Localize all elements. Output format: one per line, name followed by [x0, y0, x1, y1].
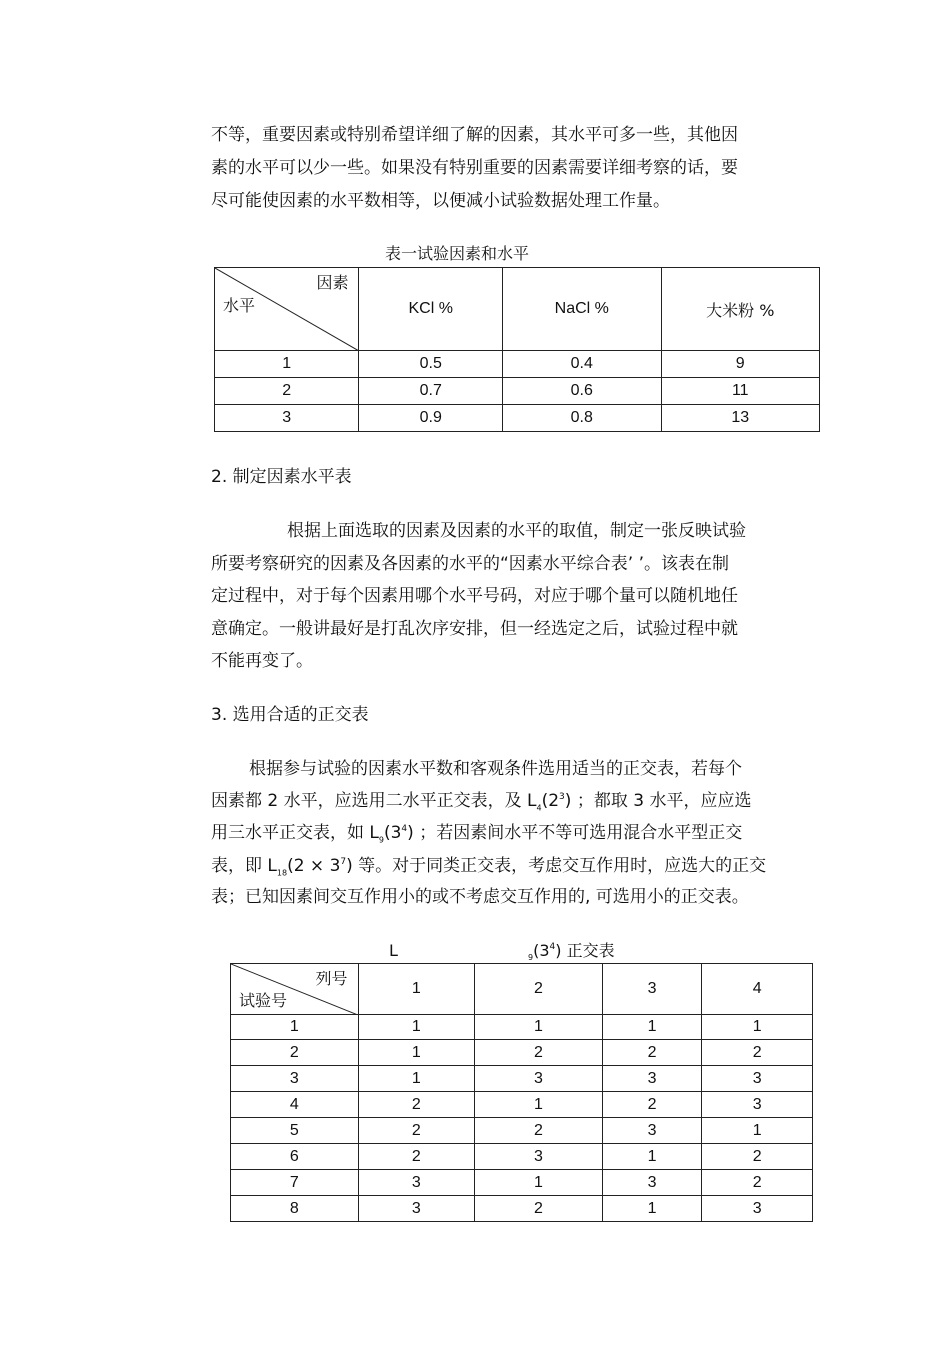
table-cell: 5: [231, 1118, 359, 1144]
table2-corner-cell: [231, 964, 359, 1015]
table-row: [215, 378, 820, 405]
table-cell: 3: [702, 1066, 813, 1092]
paragraph-line: 素的水平可以少一些。如果没有特别重要的因素需要详细考察的话，要: [211, 158, 738, 178]
table-cell: 2: [602, 1040, 702, 1066]
paragraph-line: 定过程中，对于每个因素用哪个水平号码，对应于哪个量可以随机地任: [211, 586, 738, 606]
factor-level-table: [214, 267, 820, 432]
table-row: [231, 1092, 813, 1118]
table-cell: 1: [215, 351, 359, 378]
table-cell: 2: [475, 1040, 603, 1066]
table-row: [231, 1066, 813, 1092]
table-row: [231, 1040, 813, 1066]
table-cell: 1: [358, 1015, 475, 1040]
table1-header: 大米粉 %: [661, 268, 819, 351]
table-cell: 3: [358, 1196, 475, 1222]
table-cell: 0.7: [359, 378, 503, 405]
paragraph-line: 用三水平正交表，如 $L_9(3^4)$ ；若因素间水平不等可选用混合水平型正交: [211, 823, 743, 845]
paragraph-line: 意确定。一般讲最好是打乱次序安排，但一经选定之后，试验过程中就: [211, 619, 738, 639]
table-cell: 1: [475, 1092, 603, 1118]
table-cell: 1: [702, 1015, 813, 1040]
table1-header: NaCl %: [503, 268, 662, 351]
table-cell: 2: [358, 1092, 475, 1118]
table-cell: 11: [661, 378, 819, 405]
table-cell: 3: [602, 1118, 702, 1144]
table-cell: 3: [358, 1170, 475, 1196]
table-cell: 1: [702, 1118, 813, 1144]
table-cell: 9: [661, 351, 819, 378]
corner-top-label: 列号: [315, 969, 348, 988]
table-row: [215, 351, 820, 378]
table-cell: 1: [475, 1015, 603, 1040]
table-cell: 4: [231, 1092, 359, 1118]
table-cell: 2: [358, 1118, 475, 1144]
paragraph-line: 不能再变了。: [211, 651, 313, 671]
table-row: [231, 1170, 813, 1196]
corner-top-label: 因素: [316, 273, 349, 292]
table-cell: 2: [475, 1196, 603, 1222]
corner-bottom-label: 试验号: [239, 991, 288, 1010]
paragraph-line: 因素都 2 水平，应选用二水平正交表，及 $L_4(2^3)$ ；都取 3 水平，应应选: [211, 791, 752, 813]
table-cell: 0.9: [359, 405, 503, 432]
table2-header: 1: [358, 964, 475, 1015]
paragraph-line: 根据上面选取的因素及因素的水平的取值，制定一张反映试验: [287, 521, 746, 541]
orthogonal-table: [230, 963, 813, 1222]
table-cell: 13: [661, 405, 819, 432]
table-cell: 2: [215, 378, 359, 405]
table-cell: 3: [475, 1144, 603, 1170]
table-cell: 3: [702, 1092, 813, 1118]
table-cell: 8: [231, 1196, 359, 1222]
table2-header: 3: [602, 964, 702, 1015]
table1-header: KCl %: [359, 268, 503, 351]
table-cell: 1: [602, 1196, 702, 1222]
table-row: [231, 1015, 813, 1040]
table-cell: 0.4: [503, 351, 662, 378]
paragraph-line: 尽可能使因素的水平数相等，以便减小试验数据处理工作量。: [211, 191, 670, 211]
table1-caption: 表一试验因素和水平: [385, 244, 530, 263]
table-cell: 1: [602, 1015, 702, 1040]
table-row: [231, 1196, 813, 1222]
table-cell: 0.6: [503, 378, 662, 405]
section-heading: 3. 选用合适的正交表: [211, 705, 369, 725]
table-cell: 2: [702, 1170, 813, 1196]
table2-caption-l: L: [389, 941, 398, 960]
table-cell: 2: [702, 1040, 813, 1066]
table-row: [231, 1118, 813, 1144]
table-cell: 1: [602, 1144, 702, 1170]
table-row: [215, 405, 820, 432]
table-cell: 2: [231, 1040, 359, 1066]
table-cell: 1: [358, 1066, 475, 1092]
paragraph-line: 所要考察研究的因素及各因素的水平的“因素水平综合表’ ’。该表在制: [211, 554, 730, 574]
corner-bottom-label: 水平: [223, 296, 256, 315]
table-cell: 3: [215, 405, 359, 432]
table-cell: 3: [231, 1066, 359, 1092]
paragraph-line: 根据参与试验的因素水平数和客观条件选用适当的正交表，若每个: [249, 759, 742, 779]
table-cell: 1: [475, 1170, 603, 1196]
table-cell: 2: [602, 1092, 702, 1118]
paragraph-line: 表；已知因素间交互作用小的或不考虑交互作用的, 可选用小的正交表。: [211, 887, 749, 907]
table-cell: 3: [702, 1196, 813, 1222]
table-cell: 0.8: [503, 405, 662, 432]
paragraph-line: 不等，重要因素或特别希望详细了解的因素，其水平可多一些，其他因: [211, 125, 738, 145]
table-cell: 3: [475, 1066, 603, 1092]
table-cell: 1: [231, 1015, 359, 1040]
table2-header: 2: [475, 964, 603, 1015]
table-cell: 2: [358, 1144, 475, 1170]
table2-caption: $_9(3^4)$ 正交表: [528, 941, 615, 963]
table-row: [231, 1144, 813, 1170]
table-cell: 6: [231, 1144, 359, 1170]
table-cell: 3: [602, 1170, 702, 1196]
table-cell: 7: [231, 1170, 359, 1196]
section-heading: 2. 制定因素水平表: [211, 467, 352, 487]
table-cell: 2: [702, 1144, 813, 1170]
table2-header: 4: [702, 964, 813, 1015]
table-cell: 1: [358, 1040, 475, 1066]
table-cell: 3: [602, 1066, 702, 1092]
table-cell: 2: [475, 1118, 603, 1144]
paragraph-line: 表，即 $L_{18}(2 \times 3^7)$ 等。对于同类正交表，考虑交互作用时，应选大的正交: [211, 856, 767, 878]
table1-corner-cell: [215, 268, 359, 351]
table-cell: 0.5: [359, 351, 503, 378]
